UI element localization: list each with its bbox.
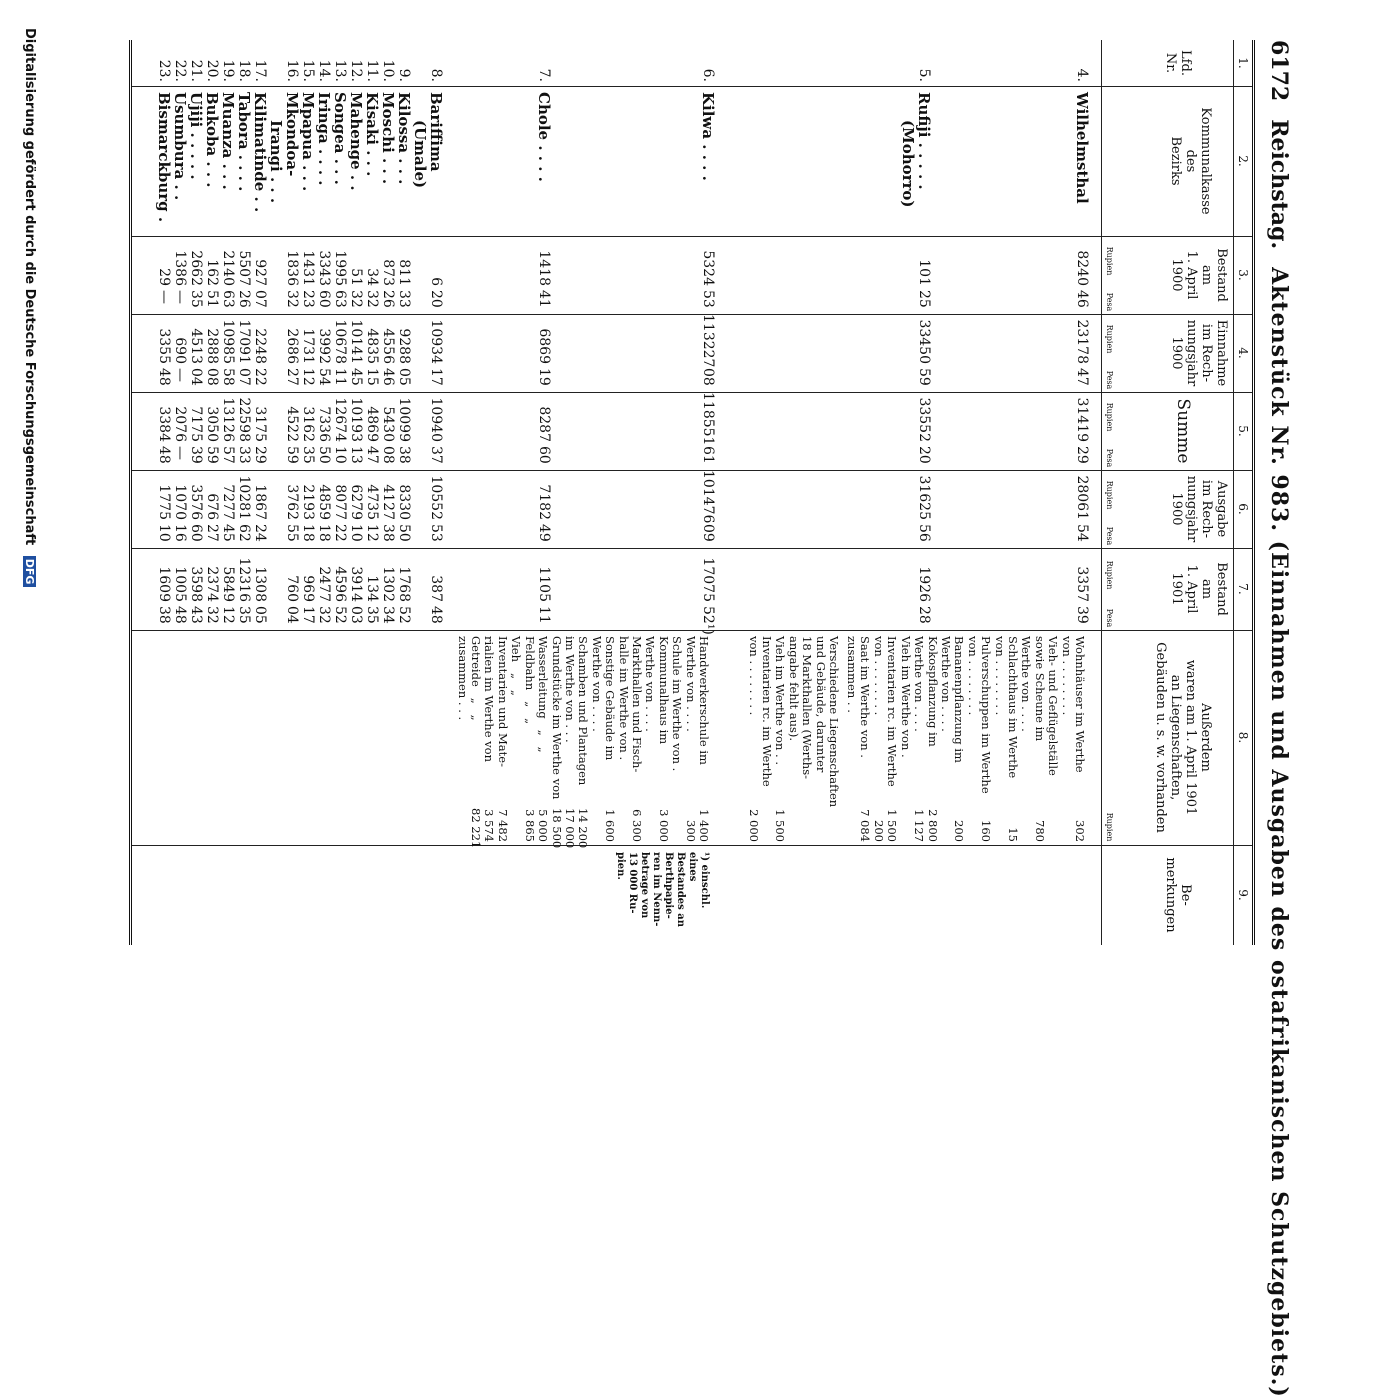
amount-rupien: 4127 bbox=[380, 484, 396, 520]
property-text: Handwerkerschule im Werthe von . . . . Schule im Werthe von . Kommunalhaus im Werthe von . . . . Markthallen und Fisch- halle im Werthe von . Sonstige Gebäude im Werthe von . . . . Schamben und Plantagen im Werthe von . . . Grundstücke im Werthe von Wasserleitung „ „ Feldbahn „ „ Vieh „ „ Inventarien und Mate- rialien im Werthe von Getreide „ „ zusammen . . . bbox=[455, 636, 711, 800]
district-name: Usumbura . . bbox=[171, 92, 189, 201]
amount-pesa: 63 bbox=[220, 290, 236, 308]
unit-label: Pesa bbox=[1105, 608, 1114, 628]
amount-pesa: 56 bbox=[916, 524, 932, 542]
district-name: Songea . . . bbox=[331, 92, 349, 185]
amount-pesa: 24 bbox=[252, 524, 268, 542]
amount-pesa: 52 bbox=[396, 606, 412, 624]
row-number: 22. bbox=[172, 59, 188, 82]
column-header-sum: Summe bbox=[1173, 398, 1193, 464]
amount-pesa: 35 bbox=[364, 606, 380, 624]
amount-rupien: 3175 bbox=[252, 406, 268, 442]
column-divider bbox=[132, 86, 1252, 87]
unit-label: Rupien bbox=[1105, 560, 1114, 590]
row-number: 21. bbox=[188, 59, 204, 82]
amount-pesa: — bbox=[172, 368, 188, 382]
amount-rupien: 2193 bbox=[300, 484, 316, 520]
amount-pesa: 48 bbox=[428, 606, 444, 624]
amount-rupien: 10099 bbox=[396, 397, 412, 442]
amount-pesa: 11 bbox=[536, 606, 552, 624]
amount-pesa: 12 bbox=[300, 368, 316, 386]
amount-rupien: 2662 bbox=[188, 250, 204, 286]
amount-rupien: 5430 bbox=[380, 406, 396, 442]
row-number: 9. bbox=[396, 68, 412, 82]
amount-rupien: 1105 bbox=[536, 566, 552, 602]
amount-pesa: 43 bbox=[188, 606, 204, 624]
finance-table bbox=[129, 40, 1255, 945]
column-header-district: Kommunalkasse des Bezirks bbox=[1168, 107, 1213, 215]
amount-pesa: 62 bbox=[236, 524, 252, 542]
row-number: 5. bbox=[916, 68, 932, 82]
amount-pesa: 38 bbox=[380, 524, 396, 542]
amount-rupien: 33552 bbox=[916, 397, 932, 442]
amount-pesa: 57 bbox=[220, 446, 236, 464]
amount-rupien: 2888 bbox=[204, 328, 220, 364]
amount-rupien: 22598 bbox=[236, 397, 252, 442]
amount-pesa: 12 bbox=[364, 524, 380, 542]
amount-rupien: 3914 bbox=[348, 566, 364, 602]
amount-rupien: 33450 bbox=[916, 319, 932, 364]
column-header-balance-1901: Bestand am 1. April 1901 bbox=[1169, 562, 1229, 616]
amount-rupien: 6869 bbox=[536, 328, 552, 364]
amount-pesa: 29 bbox=[252, 446, 268, 464]
amount-rupien: 4596 bbox=[332, 566, 348, 602]
district-name: Muanza . . . bbox=[219, 92, 237, 190]
amount-rupien: 10934 bbox=[428, 319, 444, 364]
amount-rupien: 3343 bbox=[316, 250, 332, 286]
amount-rupien: 8077 bbox=[332, 484, 348, 520]
amount-rupien: 2686 bbox=[284, 328, 300, 364]
amount-rupien: 3357 bbox=[1074, 566, 1090, 602]
amount-rupien: 10678 bbox=[332, 319, 348, 364]
amount-rupien: 7182 bbox=[536, 484, 552, 520]
amount-pesa: 48 bbox=[156, 368, 172, 386]
amount-pesa: 35 bbox=[300, 446, 316, 464]
amount-pesa: 10 bbox=[332, 446, 348, 464]
amount-pesa: 04 bbox=[188, 368, 204, 386]
amount-pesa: 53 bbox=[700, 290, 716, 308]
amount-rupien: 760 bbox=[284, 575, 300, 602]
row-number: 14. bbox=[316, 59, 332, 82]
row-number: 4. bbox=[1074, 68, 1090, 82]
amount-pesa: 50 bbox=[316, 446, 332, 464]
amount-rupien: 1070 bbox=[172, 484, 188, 520]
district-name: Bismarckburg . bbox=[155, 92, 173, 223]
amount-rupien: 2374 bbox=[204, 566, 220, 602]
amount-pesa: 32 bbox=[204, 606, 220, 624]
amount-pesa: 23 bbox=[300, 290, 316, 308]
amount-pesa: 37 bbox=[428, 446, 444, 464]
district-name: Mpapua . . . bbox=[299, 92, 317, 192]
district-subname: (Umale) bbox=[411, 120, 429, 189]
row-number: 20. bbox=[204, 59, 220, 82]
column-number: 1. bbox=[1236, 57, 1250, 69]
amount-rupien: 29 bbox=[156, 268, 172, 286]
amount-pesa: 58 bbox=[220, 368, 236, 386]
column-header-property: Außerdem waren am 1. April 1901 an Liegenschaften, Gebäuden u. s. w. vorhanden bbox=[1153, 642, 1213, 833]
amount-rupien: 1386 bbox=[172, 250, 188, 286]
row-number: 17. bbox=[252, 59, 268, 82]
district-name: Tabora . . . . bbox=[235, 92, 253, 192]
amount-pesa: 34 bbox=[380, 606, 396, 624]
amount-rupien: 3992 bbox=[316, 328, 332, 364]
amount-rupien: 10940 bbox=[428, 397, 444, 442]
page-title: Aktenstück Nr. 983. (Einnahmen und Ausgaben des ostafrikanischen Schutzgebiets.) bbox=[1266, 267, 1292, 1398]
amount-rupien: 1308 bbox=[252, 566, 268, 602]
amount-rupien: 811 bbox=[396, 259, 412, 286]
row-number: 16. bbox=[284, 59, 300, 82]
amount-rupien: 3762 bbox=[284, 484, 300, 520]
amount-rupien: 1775 bbox=[156, 484, 172, 520]
row-number: 13. bbox=[332, 59, 348, 82]
district-subname: Irangi . . . bbox=[267, 120, 285, 204]
amount-rupien: 927 bbox=[252, 259, 268, 286]
unit-label: Rupien bbox=[1105, 324, 1114, 354]
amount-pesa: 39 bbox=[1074, 606, 1090, 624]
column-number: 6. bbox=[1236, 503, 1250, 515]
amount-rupien: 2477 bbox=[316, 566, 332, 602]
amount-rupien: 9288 bbox=[396, 328, 412, 364]
amount-rupien: 4859 bbox=[316, 484, 332, 520]
row-number: 23. bbox=[156, 59, 172, 82]
amount-pesa: 27 bbox=[284, 368, 300, 386]
amount-rupien: 101476 bbox=[700, 470, 716, 524]
amount-rupien: 17075 bbox=[700, 557, 716, 602]
amount-rupien: 4869 bbox=[364, 406, 380, 442]
amount-rupien: 101 bbox=[916, 259, 932, 286]
amount-pesa: 61 bbox=[700, 446, 716, 464]
column-header-income: Einnahme im Rech- nungsjahr 1900 bbox=[1169, 319, 1229, 387]
district-name: Kisaki . . . bbox=[363, 92, 381, 177]
unit-label: Pesa bbox=[1105, 526, 1114, 546]
amount-rupien: 10552 bbox=[428, 475, 444, 520]
district-name: Moschi . . . bbox=[379, 92, 397, 185]
column-number: 8. bbox=[1236, 731, 1250, 744]
amount-rupien: 31625 bbox=[916, 475, 932, 520]
amount-rupien: 3162 bbox=[300, 406, 316, 442]
amount-rupien: 7277 bbox=[220, 484, 236, 520]
amount-pesa: 13 bbox=[348, 446, 364, 464]
amount-rupien: 1431 bbox=[300, 250, 316, 286]
column-number: 5. bbox=[1236, 425, 1250, 437]
property-amounts: 1 400 300 3 000 6 300 1 600 14 200 17 000 18 500 5 000 3 865 7 482 3 574 82 221 bbox=[469, 808, 711, 849]
amount-pesa: 60 bbox=[188, 524, 204, 542]
amount-pesa: 51 bbox=[204, 290, 220, 308]
amount-rupien: 2076 bbox=[172, 406, 188, 442]
amount-pesa: 48 bbox=[172, 606, 188, 624]
amount-rupien: 12674 bbox=[332, 397, 348, 442]
amount-pesa: 59 bbox=[916, 368, 932, 386]
amount-pesa: 08 bbox=[700, 368, 716, 386]
unit-label: Rupien bbox=[1105, 812, 1114, 842]
amount-rupien: 1418 bbox=[536, 250, 552, 286]
district-name: Bariffima bbox=[427, 92, 445, 172]
property-amounts: 302 780 15 160 200 2 800 1 127 1 500 200 7 084 bbox=[858, 809, 1087, 842]
amount-rupien: 4835 bbox=[364, 328, 380, 364]
amount-rupien: 1995 bbox=[332, 250, 348, 286]
amount-rupien: 3355 bbox=[156, 328, 172, 364]
district-name: Iringa . . . . bbox=[315, 92, 333, 186]
district-subname: (Mohorro) bbox=[899, 120, 917, 208]
amount-pesa: 11 bbox=[332, 368, 348, 386]
district-name: Kilimatinde . . bbox=[251, 92, 269, 213]
amount-pesa: 08 bbox=[204, 368, 220, 386]
amount-pesa: 60 bbox=[316, 290, 332, 308]
row-number: 10. bbox=[380, 59, 396, 82]
amount-rupien: 7175 bbox=[188, 406, 204, 442]
amount-rupien: 1867 bbox=[252, 484, 268, 520]
amount-pesa: 32 bbox=[284, 290, 300, 308]
amount-pesa: 05 bbox=[396, 368, 412, 386]
district-name: Ujiji . . . . . bbox=[187, 92, 205, 180]
amount-pesa: 53 bbox=[428, 524, 444, 542]
amount-rupien: 17091 bbox=[236, 319, 252, 364]
unit-label: Rupien bbox=[1105, 246, 1114, 276]
amount-rupien: 8287 bbox=[536, 406, 552, 442]
row-number: 11. bbox=[364, 59, 380, 82]
amount-pesa: 08 bbox=[380, 446, 396, 464]
amount-pesa: 10 bbox=[348, 524, 364, 542]
column-header-balance-1900: Bestand am 1. April 1900 bbox=[1169, 248, 1229, 302]
column-number: 7. bbox=[1236, 583, 1250, 595]
amount-pesa: — bbox=[156, 290, 172, 304]
amount-pesa: 45 bbox=[348, 368, 364, 386]
amount-pesa: 26 bbox=[380, 290, 396, 308]
amount-pesa: 46 bbox=[1074, 290, 1090, 308]
column-number: 4. bbox=[1236, 347, 1250, 359]
column-number: 9. bbox=[1236, 889, 1250, 901]
row-number: 12. bbox=[348, 59, 364, 82]
amount-rupien: 2248 bbox=[252, 328, 268, 364]
row-number: 18. bbox=[236, 59, 252, 82]
amount-rupien: 1836 bbox=[284, 250, 300, 286]
amount-rupien: 118551 bbox=[700, 392, 716, 446]
amount-pesa: 63 bbox=[332, 290, 348, 308]
amount-rupien: 3384 bbox=[156, 406, 172, 442]
amount-pesa: — bbox=[172, 446, 188, 460]
amount-rupien: 1609 bbox=[156, 566, 172, 602]
amount-rupien: 31419 bbox=[1074, 397, 1090, 442]
amount-pesa: 54 bbox=[1074, 524, 1090, 542]
amount-pesa: 05 bbox=[252, 606, 268, 624]
amount-pesa: 32 bbox=[364, 290, 380, 308]
amount-rupien: 2140 bbox=[220, 250, 236, 286]
amount-rupien: 10985 bbox=[220, 319, 236, 364]
district-name: Rufiji . . . . . bbox=[915, 92, 933, 190]
amount-pesa: 17 bbox=[300, 606, 316, 624]
amount-rupien: 113227 bbox=[700, 314, 716, 368]
amount-rupien: 34 bbox=[364, 268, 380, 286]
amount-rupien: 8240 bbox=[1074, 250, 1090, 286]
amount-rupien: 969 bbox=[300, 575, 316, 602]
amount-pesa: 22 bbox=[332, 524, 348, 542]
amount-pesa: 60 bbox=[536, 446, 552, 464]
amount-pesa: 04 bbox=[284, 606, 300, 624]
amount-pesa: — bbox=[172, 290, 188, 304]
row-number: 6. bbox=[700, 68, 716, 82]
unit-label: Pesa bbox=[1105, 292, 1114, 312]
amount-pesa: 20 bbox=[428, 290, 444, 308]
amount-rupien: 12316 bbox=[236, 557, 252, 602]
amount-pesa: 32 bbox=[348, 290, 364, 308]
amount-rupien: 8330 bbox=[396, 484, 412, 520]
amount-rupien: 134 bbox=[364, 575, 380, 602]
column-header-remarks: Be- merkungen bbox=[1163, 857, 1193, 933]
amount-pesa: 39 bbox=[188, 446, 204, 464]
amount-rupien: 162 bbox=[204, 259, 220, 286]
amount-pesa: 12 bbox=[220, 606, 236, 624]
amount-pesa: 33 bbox=[236, 446, 252, 464]
amount-rupien: 3050 bbox=[204, 406, 220, 442]
amount-pesa: 55 bbox=[284, 524, 300, 542]
amount-pesa: 03 bbox=[348, 606, 364, 624]
amount-rupien: 23178 bbox=[1074, 319, 1090, 364]
amount-pesa: 07 bbox=[252, 290, 268, 308]
amount-pesa: 52¹) bbox=[700, 606, 716, 635]
row-number: 8. bbox=[428, 68, 444, 82]
amount-rupien: 4513 bbox=[188, 328, 204, 364]
amount-pesa: 35 bbox=[188, 290, 204, 308]
amount-rupien: 1926 bbox=[916, 566, 932, 602]
amount-rupien: 1005 bbox=[172, 566, 188, 602]
amount-rupien: 10281 bbox=[236, 475, 252, 520]
district-name: Mkondoa- bbox=[283, 92, 301, 177]
amount-rupien: 1731 bbox=[300, 328, 316, 364]
row-number: 15. bbox=[300, 59, 316, 82]
district-name: Chole . . . . bbox=[535, 92, 553, 182]
dfg-logo: DFG bbox=[23, 556, 36, 588]
amount-rupien: 3576 bbox=[188, 484, 204, 520]
amount-rupien: 4556 bbox=[380, 328, 396, 364]
row-number: 7. bbox=[536, 68, 552, 82]
amount-rupien: 873 bbox=[380, 259, 396, 286]
amount-rupien: 5324 bbox=[700, 250, 716, 286]
amount-rupien: 28061 bbox=[1074, 475, 1090, 520]
amount-rupien: 51 bbox=[348, 268, 364, 286]
amount-pesa: 29 bbox=[1074, 446, 1090, 464]
property-text: Verschiedene Liegenschaften und Gebäude, darunter 18 Markthallen (Werths- angabe fehlt aus). Vieh im Werthe von . . Inventarien rc. im Werthe von . . . . . . . . bbox=[746, 636, 841, 808]
amount-rupien: 13126 bbox=[220, 397, 236, 442]
amount-pesa: 59 bbox=[284, 446, 300, 464]
unit-label: Pesa bbox=[1105, 448, 1114, 468]
column-number-rule bbox=[1233, 40, 1234, 945]
amount-pesa: 59 bbox=[204, 446, 220, 464]
district-name: Mahenge . . bbox=[347, 92, 365, 191]
digitization-note bbox=[17, 28, 37, 998]
digitization-text: Digitalisierung gefördert durch die Deutsche Forschungsgemeinschaft bbox=[22, 28, 37, 546]
amount-pesa: 07 bbox=[236, 368, 252, 386]
page-number: 6172 bbox=[1266, 40, 1292, 102]
property-text: Wohnhäuser im Werthe von . . . . . . . . Vieh- und Geflügelställe sowie Scheune im Werthe von . . . . Schlachthaus im Werthe von . . . . . . . . Pulverschuppen im Werthe von . . . . . . . . Bananenpflanzung im Werthe von . . . . Kokospflanzung im Werthe von . . . . Vieh im Werthe von . Inventarien rc. im Werthe von . . . . . . . . Saat im Werthe von . zusammen . . bbox=[845, 636, 1087, 794]
amount-pesa: 26 bbox=[236, 290, 252, 308]
amount-pesa: 47 bbox=[1074, 368, 1090, 386]
amount-pesa: 10 bbox=[156, 524, 172, 542]
row-number: 19. bbox=[220, 59, 236, 82]
district-name: Kilossa . . . bbox=[395, 92, 413, 185]
amount-rupien: 3598 bbox=[188, 566, 204, 602]
amount-rupien: 10141 bbox=[348, 319, 364, 364]
unit-label: Pesa bbox=[1105, 370, 1114, 390]
amount-pesa: 48 bbox=[156, 446, 172, 464]
amount-pesa: 46 bbox=[380, 368, 396, 386]
column-number: 3. bbox=[1236, 269, 1250, 281]
amount-pesa: 15 bbox=[364, 368, 380, 386]
amount-rupien: 5849 bbox=[220, 566, 236, 602]
amount-rupien: 5507 bbox=[236, 250, 252, 286]
amount-pesa: 33 bbox=[396, 290, 412, 308]
amount-pesa: 54 bbox=[316, 368, 332, 386]
amount-pesa: 38 bbox=[396, 446, 412, 464]
amount-rupien: 387 bbox=[428, 575, 444, 602]
amount-pesa: 27 bbox=[204, 524, 220, 542]
amount-pesa: 19 bbox=[536, 368, 552, 386]
amount-pesa: 09 bbox=[700, 524, 716, 542]
amount-rupien: 676 bbox=[204, 493, 220, 520]
amount-pesa: 17 bbox=[428, 368, 444, 386]
district-name: Wilhelmsthal bbox=[1073, 92, 1091, 204]
page-header bbox=[1259, 40, 1299, 1398]
unit-label: Rupien bbox=[1105, 402, 1114, 432]
amount-rupien: 1302 bbox=[380, 566, 396, 602]
column-number: 2. bbox=[1236, 155, 1250, 167]
amount-rupien: 4522 bbox=[284, 406, 300, 442]
amount-pesa: 25 bbox=[916, 290, 932, 308]
amount-rupien: 6279 bbox=[348, 484, 364, 520]
amount-pesa: 50 bbox=[396, 524, 412, 542]
amount-rupien: 1768 bbox=[396, 566, 412, 602]
amount-rupien: 10193 bbox=[348, 397, 364, 442]
amount-rupien: 690 bbox=[172, 337, 188, 364]
amount-pesa: 35 bbox=[236, 606, 252, 624]
amount-pesa: 41 bbox=[536, 290, 552, 308]
column-divider bbox=[132, 845, 1252, 846]
remark-footnote: ¹) einschl. eines Bestandes an Berthpapie- ren im Nenn- betrage von 13 000 Ru- pien. bbox=[615, 852, 710, 928]
column-header-expenditure: Ausgabe im Rech- nungsjahr 1900 bbox=[1169, 475, 1229, 543]
district-name: Bukoba . . . bbox=[203, 92, 221, 188]
column-header-nr: Lfd. Nr. bbox=[1163, 50, 1193, 76]
amount-pesa: 22 bbox=[252, 368, 268, 386]
header-rule bbox=[1101, 40, 1102, 945]
amount-rupien: 4735 bbox=[364, 484, 380, 520]
amount-rupien: 6 bbox=[428, 277, 444, 286]
amount-pesa: 52 bbox=[332, 606, 348, 624]
district-name: Kilwa . . . . bbox=[699, 92, 717, 181]
amount-pesa: 18 bbox=[300, 524, 316, 542]
amount-rupien: 7336 bbox=[316, 406, 332, 442]
amount-pesa: 49 bbox=[536, 524, 552, 542]
amount-pesa: 16 bbox=[172, 524, 188, 542]
amount-pesa: 18 bbox=[316, 524, 332, 542]
amount-pesa: 20 bbox=[916, 446, 932, 464]
amount-pesa: 45 bbox=[220, 524, 236, 542]
amount-pesa: 47 bbox=[364, 446, 380, 464]
amount-pesa: 32 bbox=[316, 606, 332, 624]
unit-label: Rupien bbox=[1105, 480, 1114, 510]
amount-pesa: 38 bbox=[156, 606, 172, 624]
publication-name: Reichstag. bbox=[1266, 119, 1292, 250]
property-amounts: 1 500 2 000 bbox=[746, 809, 788, 842]
amount-pesa: 28 bbox=[916, 606, 932, 624]
